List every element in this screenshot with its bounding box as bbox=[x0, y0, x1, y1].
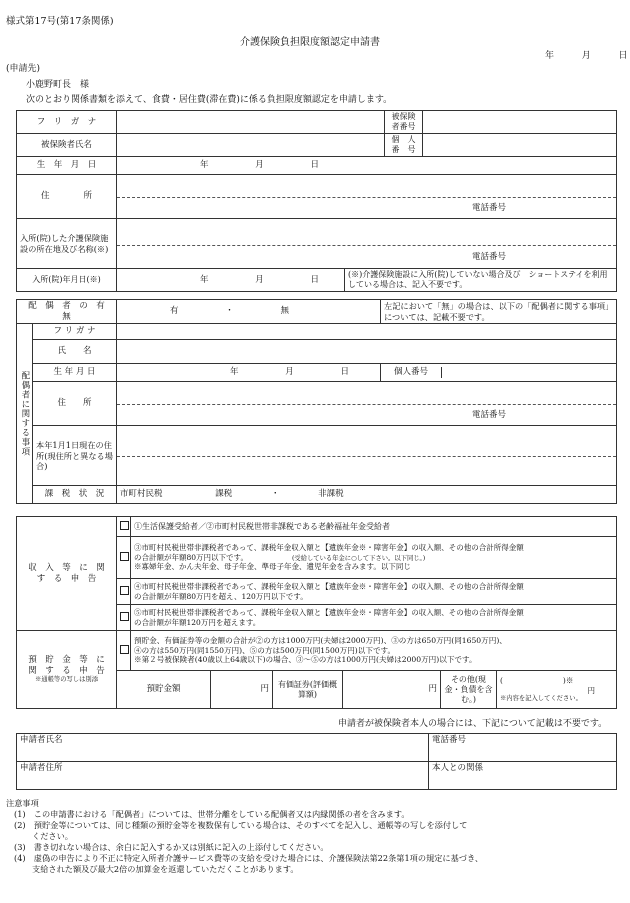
day-label: 日 bbox=[618, 51, 628, 61]
spouse-name-field[interactable] bbox=[117, 340, 617, 364]
income-opt3: ③市町村民税世帯非課税者であって、課税年金収入額と【遺族年金※・障害年金】の収入額、その他の合計所得金額 の合計額が年額80万円以下です。 (受給している年金に○して下さい。以下同じ。) ※寡婦年金、かん夫年金、母子年金、準母子年金、遺児年金を含みます。以下同じ bbox=[131, 537, 617, 579]
spouse-note: 左記において「無」の場合は、以下の「配偶者に関する事項」については、記載不要です。 bbox=[381, 300, 617, 324]
form-title: 介護保険負担限度額認定申請書 bbox=[240, 37, 380, 48]
furigana-label: フ リ ガ ナ bbox=[17, 111, 117, 134]
address-label: 住 所 bbox=[17, 175, 117, 219]
spouse-jan1-label: 本年1月1日現在の住所(現住所と異なる場合) bbox=[33, 426, 117, 486]
requester-address[interactable]: 申請者住所 bbox=[17, 762, 429, 790]
spouse-furigana-field[interactable] bbox=[117, 324, 617, 340]
admission-date-label: 入所(院)年月日(※) bbox=[17, 269, 117, 292]
income-opt1: ①生活保護受給者／②市町村民税世帯非課税である老齢福祉年金受給者 bbox=[131, 517, 617, 537]
applicant-table bbox=[16, 110, 617, 292]
insured-number-label: 被保険者番号 bbox=[385, 111, 423, 134]
requester-relation[interactable]: 本人との関係 bbox=[429, 762, 617, 790]
spouse-yes[interactable]: 有 bbox=[170, 306, 179, 317]
requester-table bbox=[16, 733, 617, 790]
savings-text: 預貯金、有価証券等の金額の合計が②の方は1000万円(夫婦は2000万円)、③の方は650万円(同1650万円)、 ④の方は550万円(同1550万円)、⑤の方は500万円(同1500万円)以下です。 ※第２号被保険者(40歳以上64歳以下)の場合、③～⑤の方は1000万円(夫婦は2000万円)以下です。 bbox=[131, 631, 617, 671]
spouse-presence-choice[interactable]: 有 ・ 無 bbox=[117, 300, 381, 324]
spouse-tax-label: 課 税 状 況 bbox=[33, 486, 117, 504]
address-phone-label: 電話番号 bbox=[471, 203, 506, 213]
date-line bbox=[545, 51, 628, 62]
notes-heading: 注意事項 bbox=[6, 798, 39, 808]
securities-field[interactable]: 円 bbox=[343, 671, 441, 709]
spouse-jan1-field[interactable] bbox=[117, 426, 617, 486]
income-label: 収 入 等 に 関 す る 申 告 bbox=[17, 517, 117, 631]
savings-label: 預 貯 金 等 に 関 す る 申 告 ※通帳等の写しは別添 bbox=[17, 631, 117, 709]
income-opt5-checkbox[interactable] bbox=[117, 605, 131, 631]
spouse-table bbox=[16, 299, 617, 504]
spouse-furigana-label: フ リ ガ ナ bbox=[33, 324, 117, 340]
month-label: 月 bbox=[581, 51, 591, 61]
spouse-section-label: 配偶者に関する事項 bbox=[17, 324, 33, 504]
recipient-label: (申請先) bbox=[6, 64, 41, 74]
address-field[interactable] bbox=[117, 175, 617, 219]
securities-label: 有価証券(評価概算額) bbox=[273, 671, 343, 709]
spouse-address-label: 住 所 bbox=[33, 382, 117, 426]
income-opt3-checkbox[interactable] bbox=[117, 537, 131, 579]
income-opt4: ④市町村民税世帯非課税者であって、課税年金収入額と【遺族年金※・障害年金】の収入額、その他の合計所得金額 の合計額が年額80万円を超え、120万円以下です。 bbox=[131, 579, 617, 605]
other-label: その他(現金・負債を含む。) bbox=[441, 671, 497, 709]
spouse-personal-number[interactable]: 個人番号 bbox=[381, 364, 617, 382]
birth-label: 生 年 月 日 bbox=[17, 157, 117, 175]
deposit-label: 預貯金額 bbox=[117, 671, 211, 709]
spouse-tax-field[interactable]: 市町村民税 課税 ・ 非課税 bbox=[117, 486, 617, 504]
year-label: 年 bbox=[545, 51, 555, 61]
savings-checkbox[interactable] bbox=[117, 631, 131, 671]
recipient: 小鹿野町長 様 bbox=[26, 80, 90, 90]
spouse-name-label: 氏 名 bbox=[33, 340, 117, 364]
declaration-table bbox=[16, 516, 617, 709]
self-note: 申請者が被保険者本人の場合には、下記について記載は不要です。 bbox=[338, 719, 608, 729]
personal-number-label: 個 人 番 号 bbox=[385, 134, 423, 157]
facility-phone-label: 電話番号 bbox=[471, 252, 506, 262]
requester-name[interactable]: 申請者氏名 bbox=[17, 734, 429, 762]
facility-label: 入所(院)した介護保険施設の所在地及び名称(※) bbox=[17, 219, 117, 269]
spouse-no[interactable]: 無 bbox=[280, 306, 289, 317]
facility-field[interactable] bbox=[117, 219, 617, 269]
furigana-field[interactable] bbox=[117, 111, 385, 134]
spouse-birth-field[interactable]: 年 月 日 bbox=[117, 364, 381, 382]
other-field[interactable]: ( )※ 円 ※内容を記入してください。 bbox=[497, 671, 617, 709]
personal-number-boxes[interactable] bbox=[423, 134, 617, 157]
income-opt4-checkbox[interactable] bbox=[117, 579, 131, 605]
admission-note: (※)介護保険施設に入所(院)していない場合及び ショートステイを利用している場合は、記入不要です。 bbox=[345, 269, 617, 292]
requester-phone[interactable]: 電話番号 bbox=[429, 734, 617, 762]
spouse-address-field[interactable]: 電話番号 bbox=[117, 382, 617, 426]
insured-number-boxes[interactable] bbox=[423, 111, 617, 134]
form-number: 様式第17号(第17条関係) bbox=[6, 16, 114, 27]
deposit-field[interactable]: 円 bbox=[211, 671, 273, 709]
name-field[interactable] bbox=[117, 134, 385, 157]
intro-text: 次のとおり関係書類を添えて、食費・居住費(滞在費)に係る負担限度額認定を申請します。 bbox=[26, 95, 393, 105]
income-opt1-checkbox[interactable] bbox=[117, 517, 131, 537]
notes-section: 注意事項 (1) この申請書における「配偶者」については、世帯分離をしている配偶者又は内縁関係の者を含みます。 (2) 預貯金等については、同じ種類の預貯金等を複数保有している場合は、そのすべてを記入し、通帳等の写しを添付して ください。 (3) 書き切れない場合は、余白に記入するか又は別紙に記入の上添付してください。 (4) 虚偽の申告により不正に特定入所者介護サービス費等の支給を受けた場合には、介護保険法第22条第1項の規定に基づき、 支給された額及び最大2倍の加算金を返還していただくことがあります。 bbox=[6, 798, 484, 875]
income-opt5: ⑤市町村民税世帯非課税者であって、課税年金収入額と【遺族年金※・障害年金】の収入額、その他の合計所得金額 の合計額が年額120万円を超えます。 bbox=[131, 605, 617, 631]
birth-field[interactable]: 年 月 日 bbox=[117, 157, 617, 175]
name-label: 被保険者氏名 bbox=[17, 134, 117, 157]
admission-date-field[interactable]: 年 月 日 bbox=[117, 269, 345, 292]
spouse-presence-label: 配 偶 者 の 有 無 bbox=[17, 300, 117, 324]
spouse-birth-label: 生 年 月 日 bbox=[33, 364, 117, 382]
